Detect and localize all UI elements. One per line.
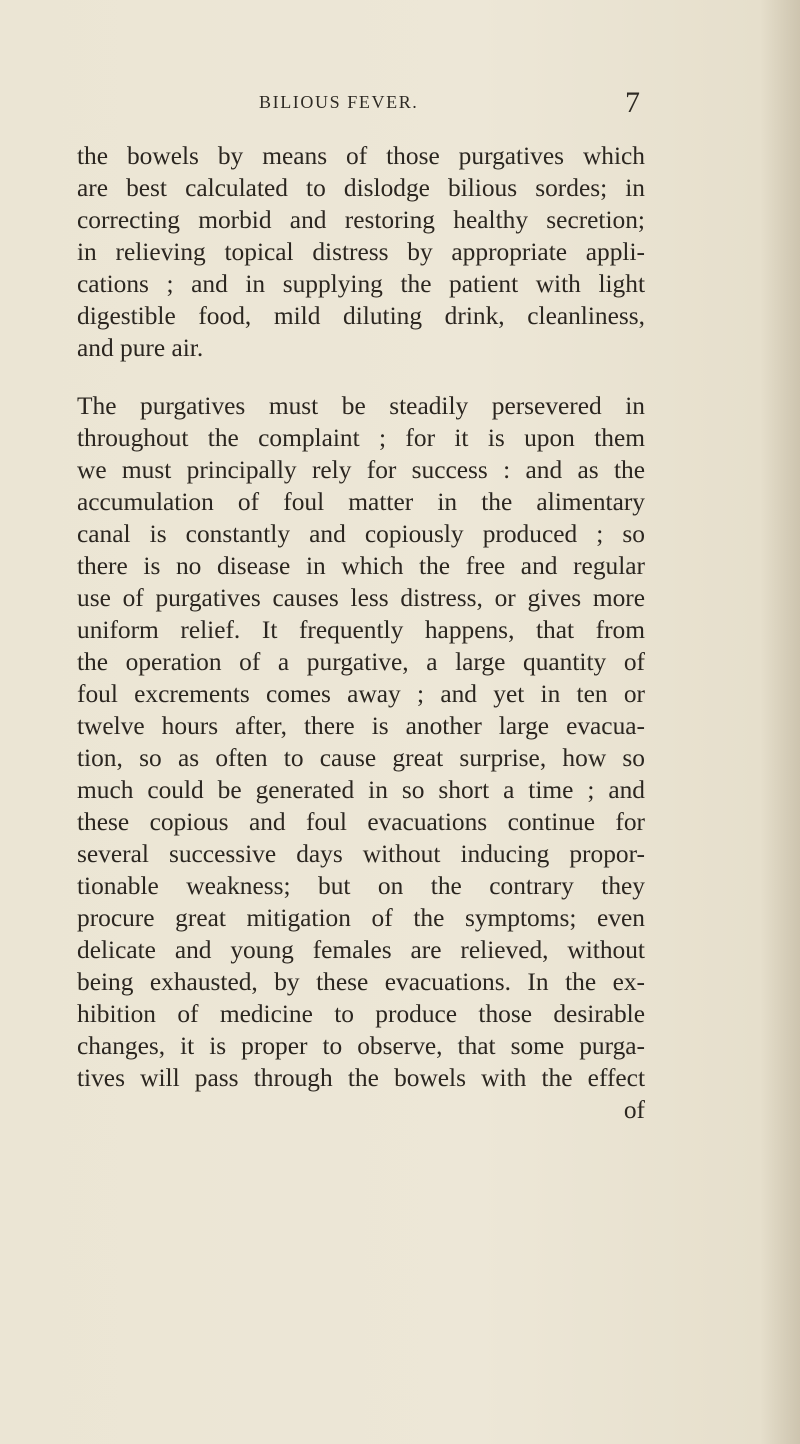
text-line: throughout the complaint ; for it is upon them (77, 424, 645, 452)
text-line: use of purgatives causes less distress, or gives more (77, 584, 645, 612)
text-line: tion, so as often to cause great surprise, how so (77, 744, 645, 772)
text-line: these copious and foul evacuations continue for (77, 808, 645, 836)
body-text (77, 140, 645, 1126)
text-line: we must principally rely for success : and as the (77, 456, 645, 484)
text-line: digestible food, mild diluting drink, cleanliness, (77, 302, 645, 330)
text-line: tives will pass through the bowels with the effect (77, 1064, 645, 1092)
text-line: canal is constantly and copiously produced ; so (77, 520, 645, 548)
text-line: the bowels by means of those purgatives which (77, 142, 645, 170)
text-line: there is no disease in which the free and regular (77, 552, 645, 580)
page-number: 7 (625, 86, 640, 119)
text-line: uniform relief. It frequently happens, that from (77, 616, 645, 644)
text-line: procure great mitigation of the symptoms; even (77, 904, 645, 932)
text-line: changes, it is proper to observe, that some purga- (77, 1032, 645, 1060)
text-line: and pure air. (77, 334, 204, 362)
page-edge-shadow (760, 0, 800, 1444)
paragraph-gap (77, 364, 645, 390)
text-line: the operation of a purgative, a large quantity of (77, 648, 645, 676)
text-line: being exhausted, by these evacuations. In the ex- (77, 968, 645, 996)
text-line: tionable weakness; but on the contrary they (77, 872, 645, 900)
text-line: foul excrements comes away ; and yet in ten or (77, 680, 645, 708)
text-line: several successive days without inducing propor- (77, 840, 645, 868)
text-line: The purgatives must be steadily persevered in (77, 392, 645, 420)
text-line: delicate and young females are relieved, without (77, 936, 645, 964)
text-line: in relieving topical distress by appropriate appli- (77, 238, 645, 266)
paragraph-1 (77, 140, 645, 364)
text-line: are best calculated to dislodge bilious sordes; in (77, 174, 645, 202)
text-line: cations ; and in supplying the patient with light (77, 270, 645, 298)
page-header (75, 86, 640, 122)
running-title: BILIOUS FEVER. (259, 92, 419, 112)
catchword: of (623, 1096, 645, 1124)
text-line: twelve hours after, there is another large evacua- (77, 712, 645, 740)
text-line: correcting morbid and restoring healthy secretion; (77, 206, 645, 234)
paragraph-2 (77, 390, 645, 1126)
text-line: much could be generated in so short a time ; and (77, 776, 645, 804)
text-line: accumulation of foul matter in the alimentary (77, 488, 645, 516)
text-line: hibition of medicine to produce those desirable (77, 1000, 645, 1028)
